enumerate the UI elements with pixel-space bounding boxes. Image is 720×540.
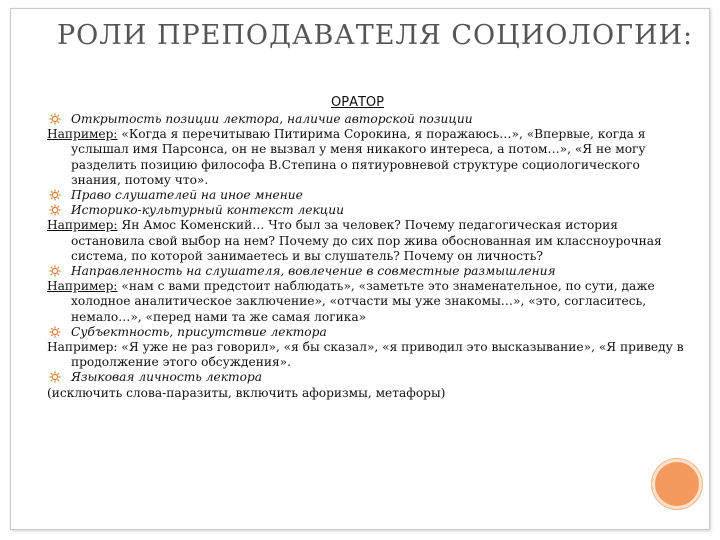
- sun-bullet-icon: [49, 204, 61, 216]
- bullet-text: Языковая личность лектора: [71, 370, 262, 385]
- example-paragraph: [47, 218, 687, 264]
- note-paragraph: [47, 386, 687, 401]
- example-text: Ян Амос Коменский… Что был за человек? Почему педагогическая история остановила свой выбор на нем? Почему до сих пор жива обоснованная им классноурочная система, по которой занимаетесь и вы слушатель? Почему он личность?: [71, 218, 662, 263]
- example-lead: Например:: [47, 218, 118, 233]
- bullet-item: [47, 112, 687, 127]
- slide-title: РОЛИ ПРЕПОДАВАТЕЛЯ СОЦИОЛОГИИ:: [57, 20, 694, 51]
- example-text: Например: «Я уже не раз говорил», «я бы сказал», «я приводил это высказывание», «Я приведу в продолжение этого обсуждения».: [47, 340, 684, 370]
- sun-bullet-icon: [49, 113, 61, 125]
- example-text: «Когда я перечитываю Питирима Сорокина, я поражаюсь…», «Впервые, когда я услышал имя Парсонса, он не вызвал у меня никакого интереса, а потом…», «Я не могу разделить позицию философа В.Степина о пятиуровневой структуре социологического знания, потому что».: [71, 127, 646, 187]
- example-lead: Например:: [47, 127, 118, 142]
- bullet-text: Право слушателей на иное мнение: [71, 188, 303, 203]
- decorative-circle: [652, 459, 702, 509]
- example-text: «нам с вами предстоит наблюдать», «заметьте это знаменательное, по сути, даже холодное аналитическое заключение», «отчасти мы уже знакомы…», «это, согласитесь, немало…», «перед нами та же самая логика»: [71, 279, 655, 324]
- note-text: (исключить слова-паразиты, включить афоризмы, метафоры): [47, 385, 446, 400]
- example-paragraph: [47, 127, 687, 188]
- sun-bullet-icon: [49, 326, 61, 338]
- bullet-item: [47, 264, 687, 279]
- bullet-text: Открытость позиции лектора, наличие авторской позиции: [71, 112, 473, 126]
- bullet-item: [47, 325, 687, 340]
- sun-bullet-icon: [49, 371, 61, 383]
- sun-bullet-icon: [49, 265, 61, 277]
- example-lead: Например:: [47, 279, 118, 294]
- bullet-item: [47, 203, 687, 218]
- sun-bullet-icon: [49, 189, 61, 201]
- bullet-text: Направленность на слушателя, вовлечение в совместные размышления: [71, 264, 556, 279]
- example-paragraph: [47, 340, 687, 370]
- bullet-item: [47, 370, 687, 385]
- slide-subheading: ОРАТОР: [331, 95, 384, 110]
- slide-content: [47, 112, 687, 401]
- bullet-text: Историко-культурный контекст лекции: [71, 203, 344, 218]
- bullet-item: [47, 188, 687, 203]
- bullet-text: Субъектность, присутствие лектора: [71, 324, 327, 339]
- example-paragraph: [47, 279, 687, 325]
- slide-frame: [10, 8, 710, 530]
